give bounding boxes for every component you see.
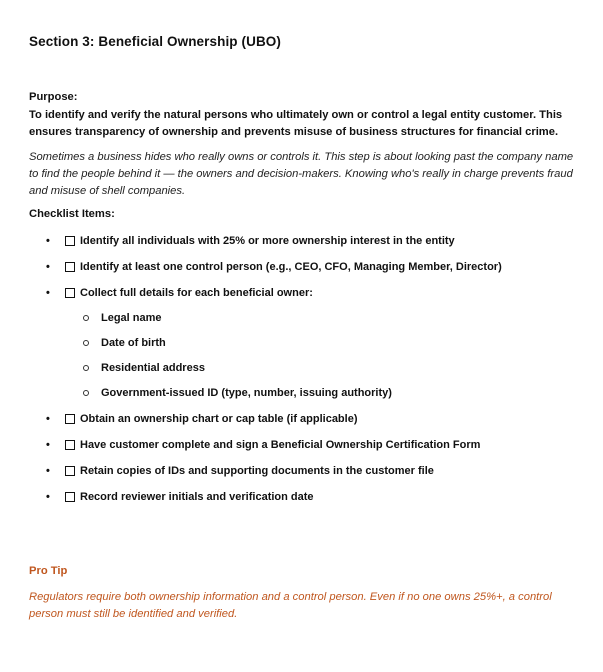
sub-list-item-text: Residential address: [101, 362, 205, 374]
checkbox-icon[interactable]: [65, 466, 75, 476]
sub-list-item: [29, 335, 577, 351]
section-title: Section 3: Beneficial Ownership (UBO): [29, 34, 281, 49]
checklist-item: [29, 285, 577, 301]
hollow-bullet-icon: [83, 340, 89, 346]
hollow-bullet-icon: [83, 390, 89, 396]
checklist-item: [29, 437, 577, 453]
checklist-label: Checklist Items:: [29, 208, 115, 220]
checkbox-icon[interactable]: [65, 440, 75, 450]
checkbox-icon[interactable]: [65, 288, 75, 298]
sub-list-item: [29, 310, 577, 326]
checklist-item-text: Have customer complete and sign a Beneficial Ownership Certification Form: [80, 439, 481, 451]
checklist-item-text: Retain copies of IDs and supporting documents in the customer file: [80, 465, 434, 477]
sub-list-item-text: Government-issued ID (type, number, issuing authority): [101, 387, 392, 399]
bullet-icon: •: [46, 491, 50, 503]
sub-list-item: [29, 385, 577, 401]
sub-list-item: [29, 360, 577, 376]
checklist-item-text: Identify at least one control person (e.g., CEO, CFO, Managing Member, Director): [80, 261, 502, 273]
bullet-icon: •: [46, 439, 50, 451]
checkbox-icon[interactable]: [65, 414, 75, 424]
sub-list-item-text: Legal name: [101, 312, 162, 324]
plain-language-explanation: Sometimes a business hides who really owns or controls it. This step is about looking past the company name to find the people behind it — the owners and decision-makers. Knowing who's really in charge prevents fraud and misuse of shell companies.: [29, 151, 574, 197]
purpose-label: Purpose:: [29, 91, 78, 103]
bullet-icon: •: [46, 465, 50, 477]
checklist-item-text: Record reviewer initials and verification date: [80, 491, 314, 503]
checklist-item-text: Identify all individuals with 25% or more ownership interest in the entity: [80, 235, 455, 247]
bullet-icon: •: [46, 287, 50, 299]
pro-tip-text: Regulators require both ownership information and a control person. Even if no one owns 25%+, a control person must still be identified and verified.: [29, 591, 552, 620]
checklist-item-text: Collect full details for each beneficial owner:: [80, 287, 313, 299]
hollow-bullet-icon: [83, 365, 89, 371]
checklist-item: [29, 259, 577, 275]
hollow-bullet-icon: [83, 315, 89, 321]
purpose-text: To identify and verify the natural persons who ultimately own or control a legal entity customer. This ensures transparency of ownership and prevents misuse of business structures for financial crime.: [29, 109, 563, 138]
sub-list-item-text: Date of birth: [101, 337, 166, 349]
bullet-icon: •: [46, 413, 50, 425]
pro-tip-label: Pro Tip: [29, 565, 68, 577]
bullet-icon: •: [46, 261, 50, 273]
checklist-item: [29, 411, 577, 427]
checkbox-icon[interactable]: [65, 492, 75, 502]
checklist-item: [29, 489, 577, 505]
checklist-item: [29, 233, 577, 249]
checkbox-icon[interactable]: [65, 262, 75, 272]
checkbox-icon[interactable]: [65, 236, 75, 246]
checklist-item-text: Obtain an ownership chart or cap table (if applicable): [80, 413, 358, 425]
checklist-item: [29, 463, 577, 479]
bullet-icon: •: [46, 235, 50, 247]
